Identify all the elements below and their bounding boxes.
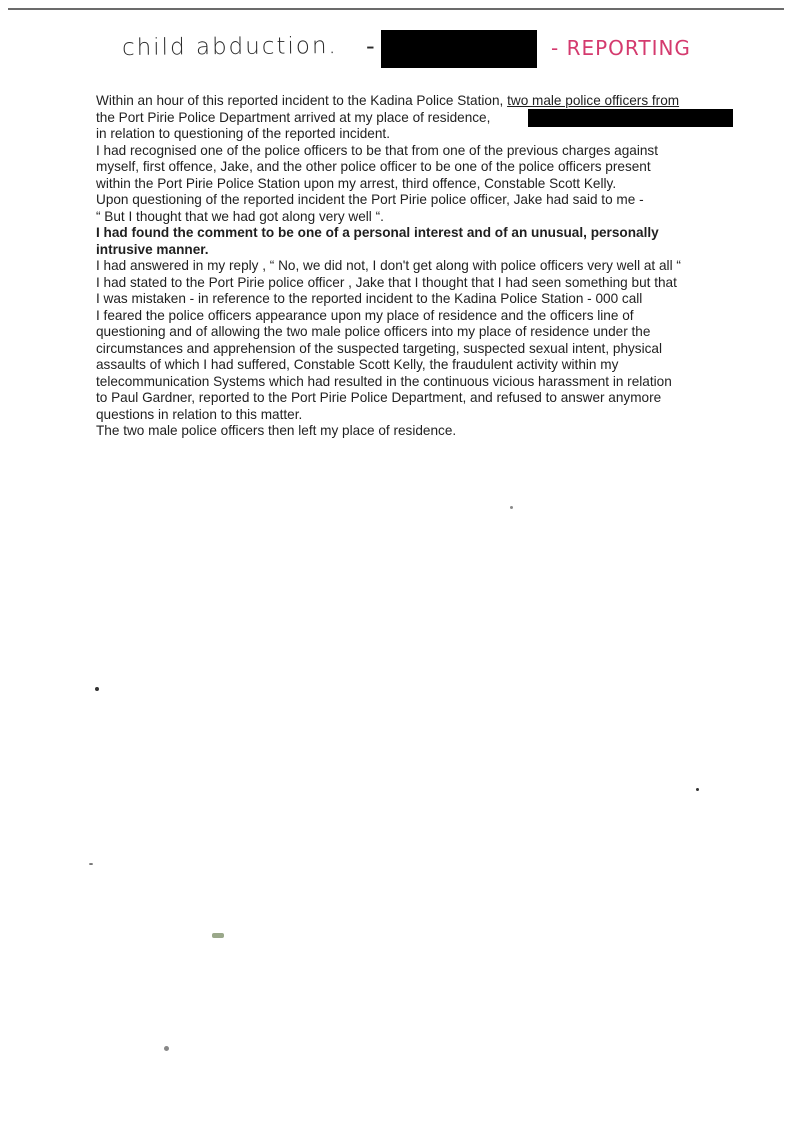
handwritten-header	[0, 30, 794, 70]
text-line: questions in relation to this matter.	[96, 406, 303, 422]
redaction-bar	[381, 30, 537, 68]
redaction-bar	[528, 109, 733, 127]
text-line: myself, first offence, Jake, and the other police officer to be one of the police officers present	[96, 159, 651, 174]
text-line: the Port Pirie Police Department arrived at my place of residence,	[96, 109, 491, 125]
text-line: I was mistaken - in reference to the reported incident to the Kadina Police Station - 000 call	[96, 291, 643, 306]
handwritten-tag: - REPORTING	[551, 36, 691, 60]
top-rule	[8, 8, 784, 10]
text-line: Upon questioning of the reported incident the Port Pirie police officer, Jake had said to me -	[96, 192, 644, 207]
scan-speck	[212, 933, 224, 938]
text-line: telecommunication Systems which had resulted in the continuous vicious harassment in relation	[96, 373, 672, 389]
text-segment: Within an hour of this reported incident to the Kadina Police Station,	[96, 93, 508, 108]
bold-text-line: intrusive manner.	[96, 241, 209, 257]
underlined-text: two male police officers from	[507, 93, 680, 108]
text-line: The two male police officers then left my place of residence.	[96, 423, 457, 438]
text-line: within the Port Pirie Police Station upon my arrest, third offence, Constable Scott Kelly.	[96, 175, 617, 191]
scan-speck	[510, 506, 513, 509]
scan-speck	[164, 1046, 169, 1051]
text-line: I had stated to the Port Pirie police officer , Jake that I thought that I had seen something but that	[96, 274, 677, 290]
handwritten-subject: child abduction.	[121, 33, 338, 61]
text-line: “ But I thought that we had got along very well “.	[96, 208, 384, 224]
text-line: assaults of which I had suffered, Constable Scott Kelly, the fraudulent activity within my	[96, 357, 619, 372]
scan-speck	[89, 863, 93, 865]
text-line: to Paul Gardner, reported to the Port Pirie Police Department, and refused to answer anymore	[96, 390, 662, 405]
text-line: questioning and of allowing the two male police officers into my place of residence under the	[96, 324, 651, 339]
text-line: circumstances and apprehension of the suspected targeting, suspected sexual intent, physical	[96, 340, 662, 356]
handwritten-dash: -	[366, 32, 375, 60]
text-line: I had answered in my reply , “ No, we did not, I don't get along with police officers very well at all “	[96, 258, 681, 273]
bold-text-line: I had found the comment to be one of a personal interest and of an unusual, personally	[96, 225, 659, 240]
text-line: I had recognised one of the police officers to be that from one of the previous charges against	[96, 142, 658, 158]
statement-body	[96, 93, 746, 440]
text-line	[96, 93, 746, 110]
scan-speck	[95, 687, 99, 691]
scan-speck	[696, 788, 699, 791]
text-line: I feared the police officers appearance upon my place of residence and the officers line of	[96, 307, 634, 323]
text-line: in relation to questioning of the reported incident.	[96, 126, 390, 141]
